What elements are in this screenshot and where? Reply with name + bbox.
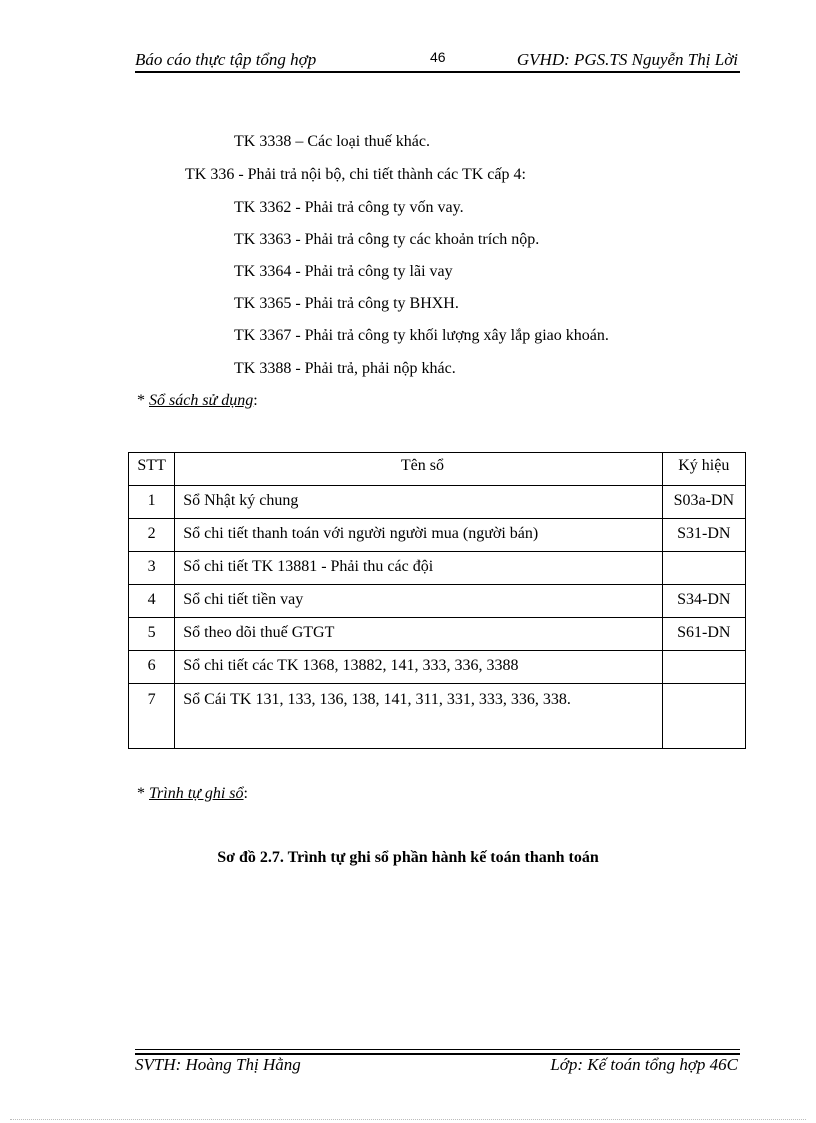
books-table — [128, 452, 746, 749]
diagram-title: Sơ đồ 2.7. Trình tự ghi sổ phần hành kế toán thanh toán — [217, 849, 599, 866]
section-bullet: * — [137, 785, 149, 802]
table-row — [129, 684, 746, 749]
page-number: 46 — [430, 49, 446, 65]
cell-stt: 7 — [129, 684, 175, 749]
cell-name: Sổ Cái TK 131, 133, 136, 138, 141, 311, 331, 333, 336, 338. — [175, 684, 662, 749]
section-colon: : — [253, 392, 258, 409]
cell-code — [662, 684, 745, 749]
section-heading-procedure — [137, 785, 248, 803]
account-line: TK 3364 - Phải trả công ty lãi vay — [234, 263, 453, 280]
section-bullet: * — [137, 392, 149, 409]
cell-name: Sổ Nhật ký chung — [175, 486, 662, 519]
cell-code: S03a-DN — [662, 486, 745, 519]
cell-name: Sổ theo dõi thuế GTGT — [175, 618, 662, 651]
table-row — [129, 552, 746, 585]
cell-code: S61-DN — [662, 618, 745, 651]
account-line: TK 3362 - Phải trả công ty vốn vay. — [234, 199, 464, 216]
cell-code: S34-DN — [662, 585, 745, 618]
table-row — [129, 651, 746, 684]
account-line: TK 3363 - Phải trả công ty các khoản trích nộp. — [234, 231, 540, 248]
cell-code — [662, 651, 745, 684]
footer-rule — [135, 1049, 740, 1050]
cell-stt: 5 — [129, 618, 175, 651]
table-header-row — [129, 453, 746, 486]
header-stt: STT — [129, 453, 175, 486]
account-line: TK 3367 - Phải trả công ty khối lượng xây lắp giao khoán. — [234, 327, 609, 344]
cell-stt: 2 — [129, 519, 175, 552]
cell-name: Sổ chi tiết tiền vay — [175, 585, 662, 618]
account-line: TK 3388 - Phải trả, phải nộp khác. — [234, 360, 456, 377]
cell-code: S31-DN — [662, 519, 745, 552]
cell-code — [662, 552, 745, 585]
header-code: Ký hiệu — [662, 453, 745, 486]
cell-name: Sổ chi tiết các TK 1368, 13882, 141, 333, 336, 3388 — [175, 651, 662, 684]
section-title: Sổ sách sử dụng — [149, 392, 254, 409]
account-line: TK 336 - Phải trả nội bộ, chi tiết thành các TK cấp 4: — [185, 166, 526, 183]
header-advisor: GVHD: PGS.TS Nguyễn Thị Lời — [516, 50, 738, 69]
footer-student: SVTH: Hoàng Thị Hằng — [135, 1055, 301, 1074]
cell-name: Sổ chi tiết thanh toán với người người mua (người bán) — [175, 519, 662, 552]
cell-name: Sổ chi tiết TK 13881 - Phải thu các đội — [175, 552, 662, 585]
cell-stt: 3 — [129, 552, 175, 585]
cell-stt: 4 — [129, 585, 175, 618]
table-row — [129, 585, 746, 618]
header-name: Tên sổ — [175, 453, 662, 486]
footer-class: Lớp: Kế toán tổng hợp 46C — [550, 1055, 738, 1074]
table-row — [129, 618, 746, 651]
header-report-title: Báo cáo thực tập tổng hợp — [135, 50, 317, 69]
cell-stt: 6 — [129, 651, 175, 684]
section-heading-books — [137, 392, 258, 410]
account-line: TK 3338 – Các loại thuế khác. — [234, 133, 430, 150]
page-header — [135, 46, 740, 74]
account-line: TK 3365 - Phải trả công ty BHXH. — [234, 295, 459, 312]
table-row — [129, 486, 746, 519]
table-row — [129, 519, 746, 552]
cell-stt: 1 — [129, 486, 175, 519]
header-rule — [135, 71, 740, 73]
section-colon: : — [243, 785, 248, 802]
page-bottom-divider — [10, 1119, 806, 1120]
section-title: Trình tự ghi sổ — [149, 785, 244, 802]
